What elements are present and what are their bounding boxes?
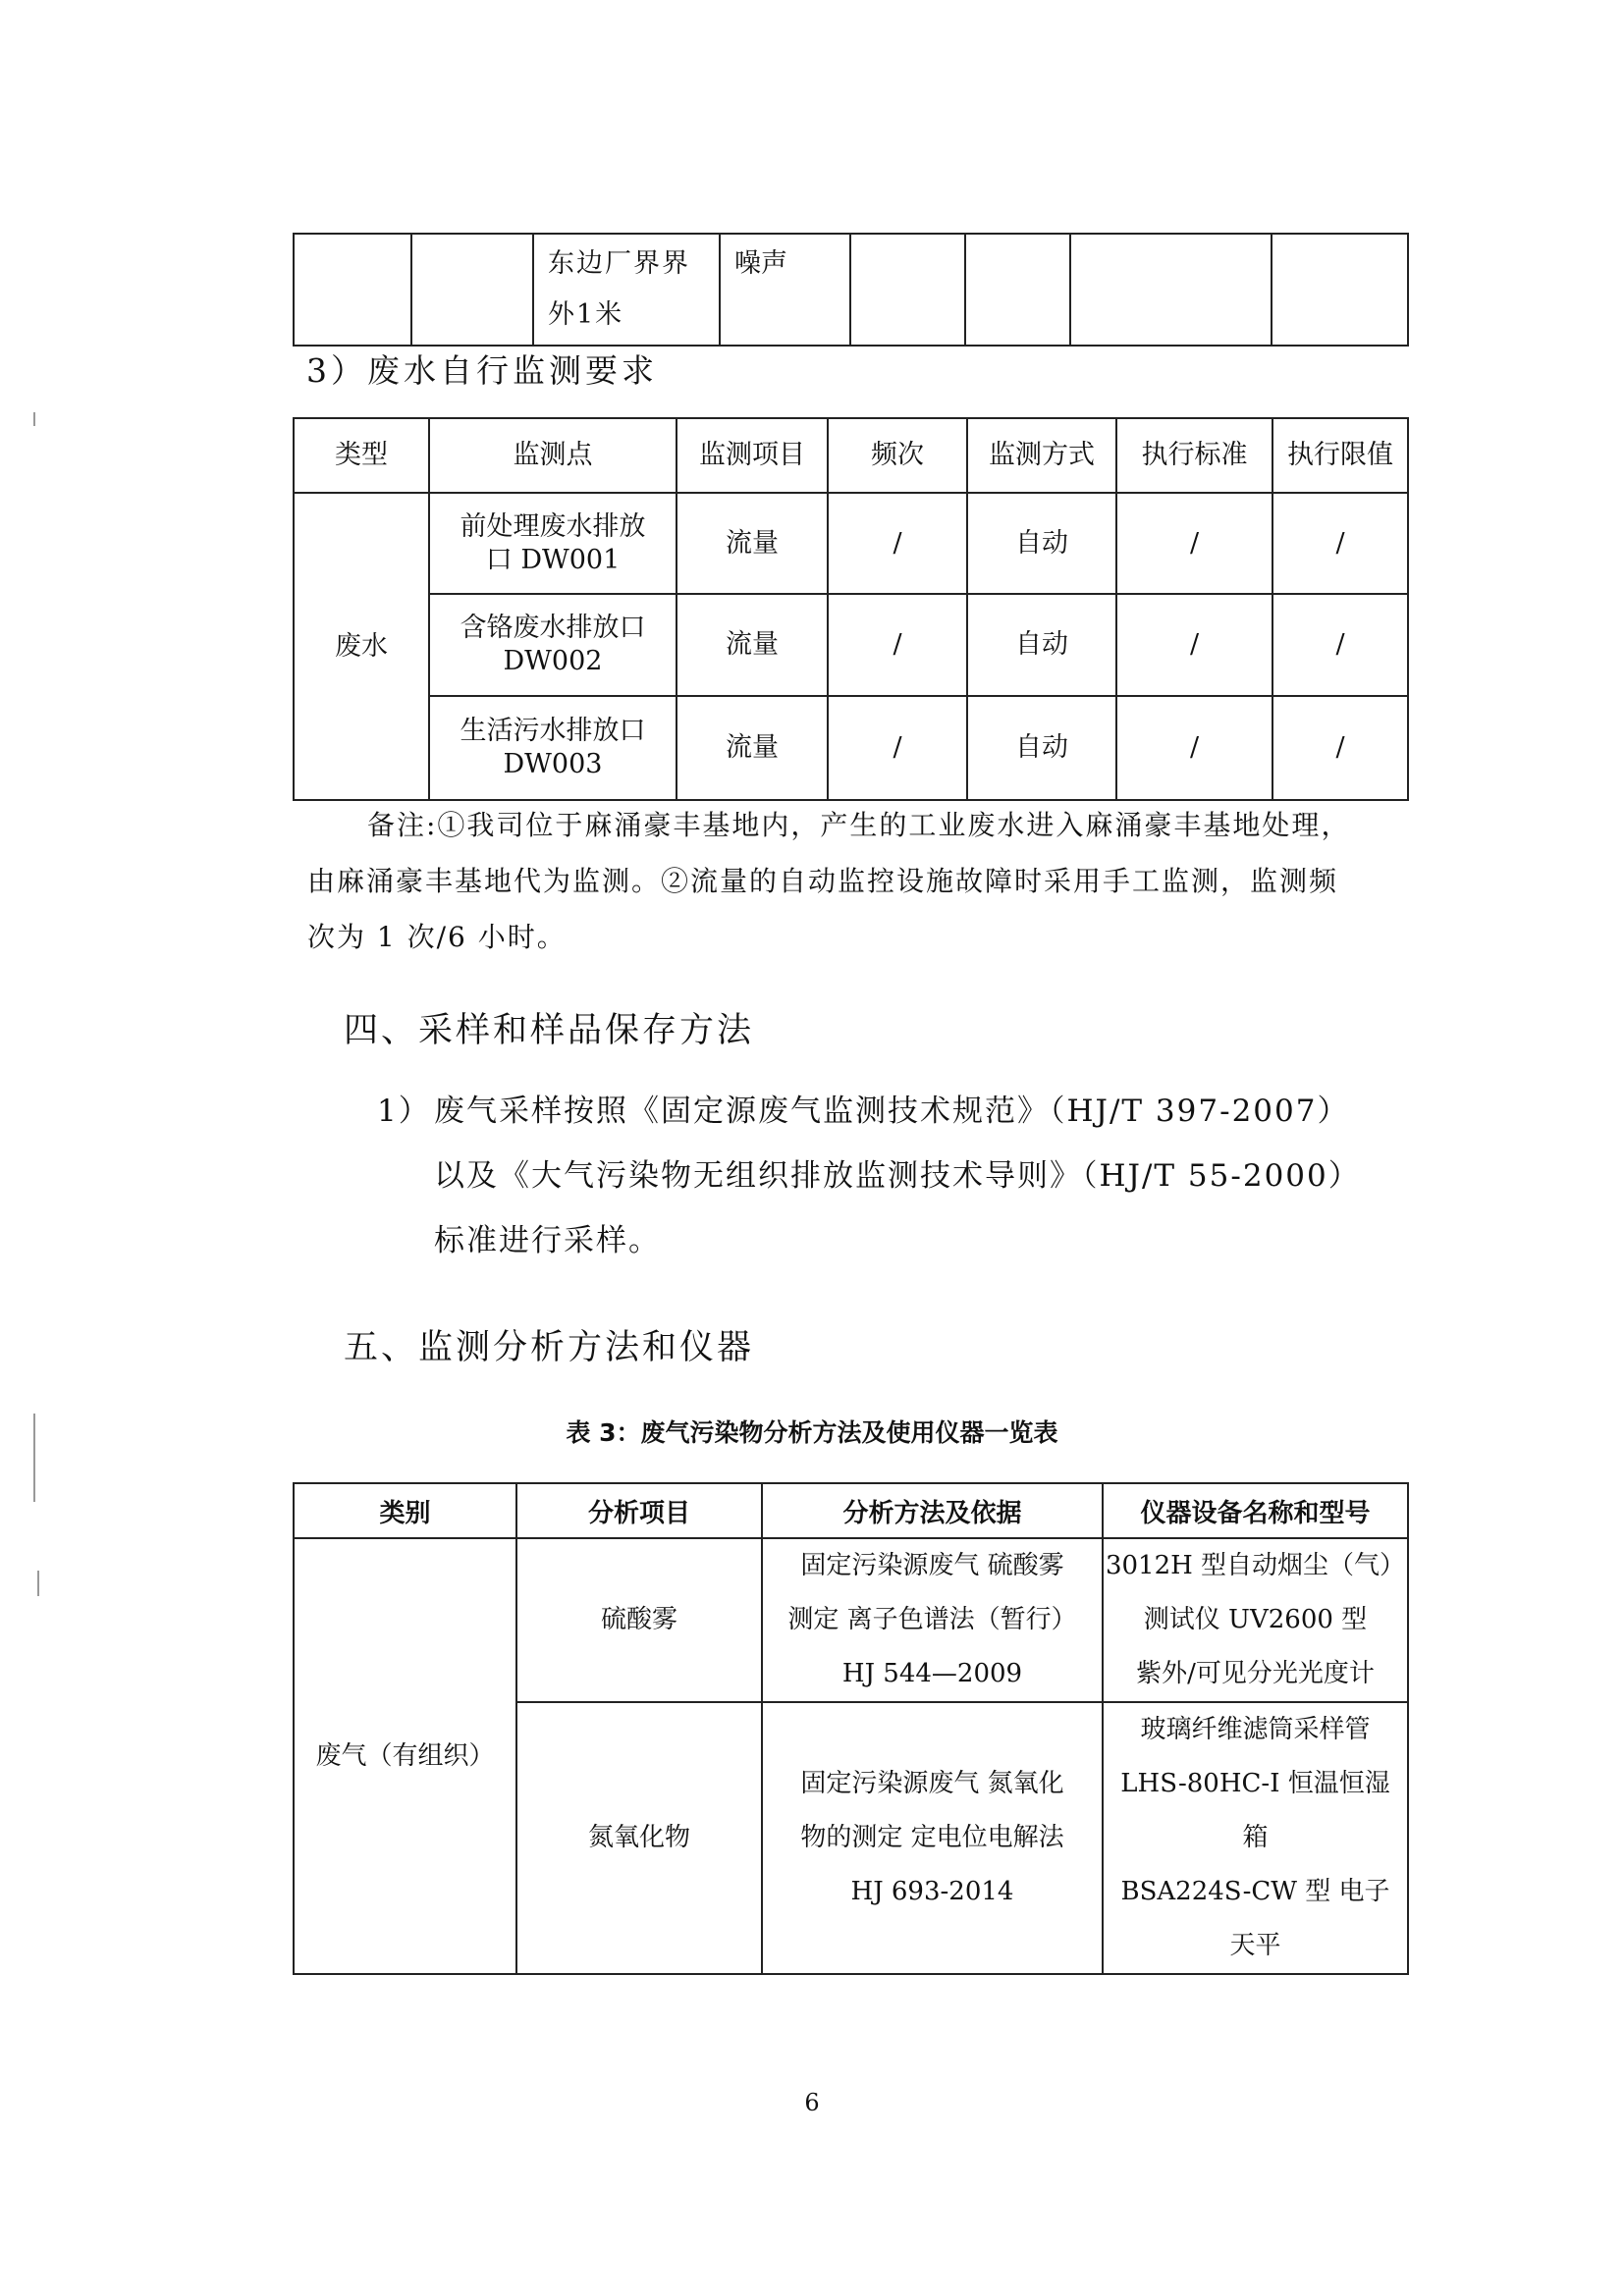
header-cell: 类别 xyxy=(294,1483,516,1538)
header-cell: 执行限值 xyxy=(1272,418,1408,493)
analysis-item-cell: 氮氧化物 xyxy=(516,1702,762,1974)
instrument-line: 天平 xyxy=(1229,1931,1281,1960)
freq-cell: / xyxy=(828,493,967,594)
instrument-line: 3012H 型自动烟尘（气） xyxy=(1105,1551,1406,1580)
method-cell: 自动 xyxy=(967,696,1116,800)
note-line: 备注:①我司位于麻涌豪丰基地内，产生的工业废水进入麻涌豪丰基地处理， xyxy=(367,809,1351,841)
list-item-number: 1） xyxy=(377,1094,431,1129)
limit-cell: / xyxy=(1272,594,1408,696)
page-number: 6 xyxy=(804,2089,820,2116)
method-cell xyxy=(762,1538,1103,1702)
header-cell: 监测项目 xyxy=(677,418,828,493)
note-line: 次为 1 次/6 小时。 xyxy=(307,921,567,953)
wastewater-monitoring-table xyxy=(293,417,1409,801)
limit-cell: / xyxy=(1272,696,1408,800)
method-cell: 自动 xyxy=(967,594,1116,696)
item-cell: 流量 xyxy=(677,493,828,594)
item-cell: 流量 xyxy=(677,696,828,800)
section-5-heading: 五、监测分析方法和仪器 xyxy=(344,1328,755,1367)
table-cell xyxy=(411,234,533,346)
header-cell: 监测方式 xyxy=(967,418,1116,493)
table-header-row xyxy=(294,1483,1408,1538)
instrument-line: 紫外/可见分光光度计 xyxy=(1136,1659,1375,1688)
table-cell xyxy=(850,234,965,346)
section-4-line: 废气采样按照《固定源废气监测技术规范》（HJ/T 397-2007） xyxy=(434,1094,1350,1129)
note-line: 由麻涌豪丰基地代为监测。②流量的自动监控设施故障时采用手工监测，监测频 xyxy=(307,865,1339,897)
header-cell: 执行标准 xyxy=(1116,418,1272,493)
table-row xyxy=(294,1538,1408,1702)
header-cell: 类型 xyxy=(294,418,429,493)
freq-cell: / xyxy=(828,696,967,800)
instrument-line: LHS-80HC-I 恒温恒湿 xyxy=(1120,1769,1390,1798)
instrument-cell xyxy=(1103,1702,1408,1974)
wastewater-section-heading: 3）废水自行监测要求 xyxy=(306,351,658,390)
section-4-heading: 四、采样和样品保存方法 xyxy=(344,1011,755,1050)
point-cell: 前处理废水排放口 DW001 xyxy=(429,493,677,594)
method-line: 固定污染源废气 氮氧化 xyxy=(800,1769,1064,1798)
header-cell: 监测点 xyxy=(429,418,677,493)
scan-speck xyxy=(33,412,35,426)
item-cell: 流量 xyxy=(677,594,828,696)
standard-cell: / xyxy=(1116,493,1272,594)
point-cell: 生活污水排放口 DW003 xyxy=(429,696,677,800)
scan-speck xyxy=(37,1571,39,1596)
header-cell: 仪器设备名称和型号 xyxy=(1103,1483,1408,1538)
analysis-item-cell: 硫酸雾 xyxy=(516,1538,762,1702)
standard-cell: / xyxy=(1116,594,1272,696)
instrument-line: 箱 xyxy=(1242,1823,1269,1852)
noise-table-continuation xyxy=(293,233,1409,347)
instrument-cell xyxy=(1103,1538,1408,1702)
method-line: HJ 544—2009 xyxy=(841,1659,1023,1688)
header-cell: 分析项目 xyxy=(516,1483,762,1538)
monitoring-item-text: 噪声 xyxy=(734,248,787,279)
table-header-row xyxy=(294,418,1408,493)
category-cell: 废气（有组织） xyxy=(294,1538,516,1974)
freq-cell: / xyxy=(828,594,967,696)
standard-cell: / xyxy=(1116,696,1272,800)
table-cell xyxy=(294,234,411,346)
limit-cell: / xyxy=(1272,493,1408,594)
method-line: 测定 离子色谱法（暂行） xyxy=(787,1605,1077,1634)
method-line: 固定污染源废气 硫酸雾 xyxy=(800,1551,1064,1580)
instrument-line: BSA224S-CW 型 电子 xyxy=(1120,1877,1390,1906)
method-line: HJ 693-2014 xyxy=(850,1877,1014,1906)
method-line: 物的测定 定电位电解法 xyxy=(800,1823,1064,1852)
monitoring-point-text: 东边厂界界外1米 xyxy=(548,248,690,330)
table-cell xyxy=(1272,234,1408,346)
table-cell xyxy=(1070,234,1272,346)
instrument-line: 玻璃纤维滤筒采样管 xyxy=(1140,1715,1371,1744)
table-row xyxy=(294,696,1408,800)
point-cell: 含铬废水排放口 DW002 xyxy=(429,594,677,696)
method-cell xyxy=(762,1702,1103,1974)
monitoring-point-cell xyxy=(533,234,720,346)
header-cell: 分析方法及依据 xyxy=(762,1483,1103,1538)
section-4-line: 以及《大气污染物无组织排放监测技术导则》（HJ/T 55-2000） xyxy=(434,1158,1361,1194)
method-cell: 自动 xyxy=(967,493,1116,594)
table-cell xyxy=(965,234,1070,346)
analysis-method-table xyxy=(293,1482,1409,1975)
section-4-line: 标准进行采样。 xyxy=(434,1223,661,1258)
scan-speck xyxy=(33,1414,35,1502)
table-row xyxy=(294,493,1408,594)
type-cell: 废水 xyxy=(294,493,429,800)
header-cell: 频次 xyxy=(828,418,967,493)
table-row xyxy=(294,594,1408,696)
instrument-line: 测试仪 UV2600 型 xyxy=(1143,1605,1368,1634)
monitoring-item-cell xyxy=(720,234,850,346)
table-caption: 表 3：废气污染物分析方法及使用仪器一览表 xyxy=(566,1418,1058,1447)
